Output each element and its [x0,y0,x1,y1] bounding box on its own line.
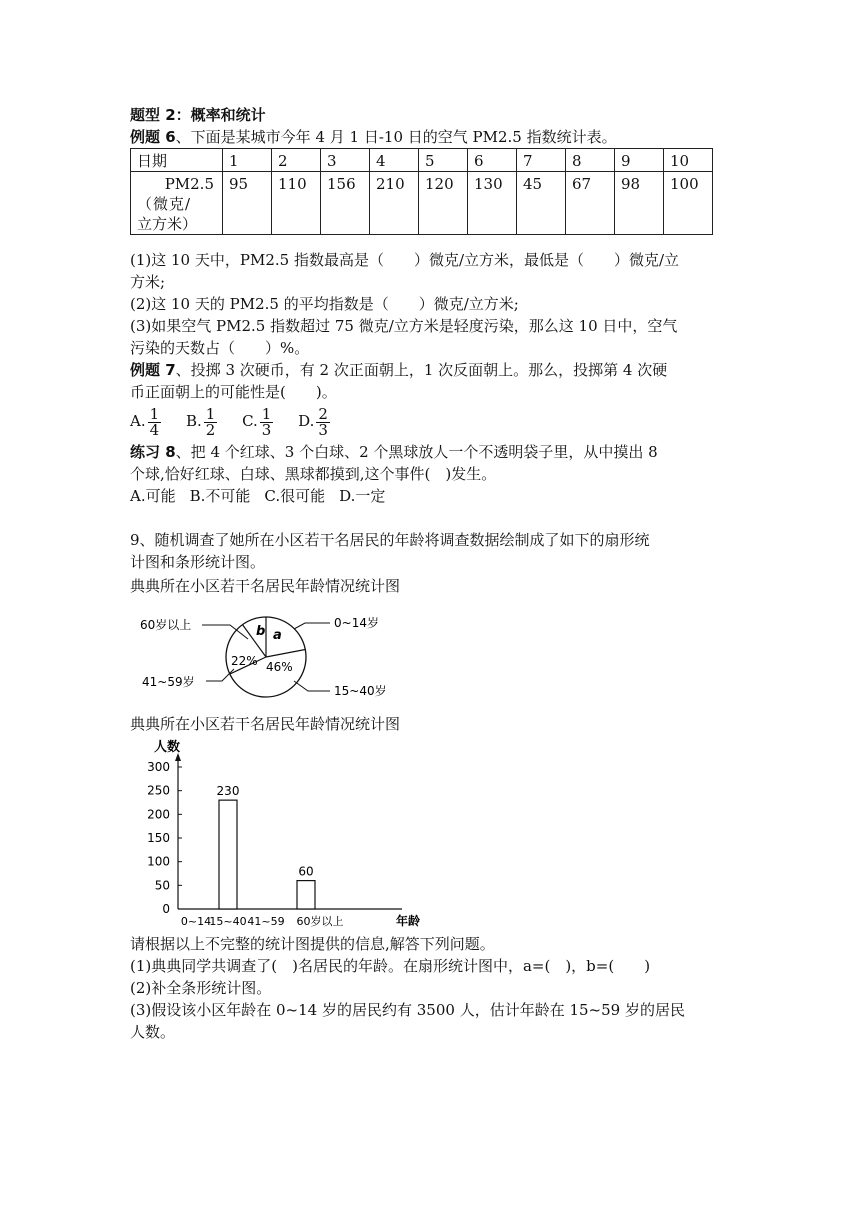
slice-label-46: 46% [266,660,293,674]
choice-c: C.很可能 [264,487,326,505]
exercise-8-text: 、把 4 个红球、3 个白球、2 个黑球放人一个不透明袋子里，从中摸出 8 [175,443,658,461]
slice-label-22: 22% [231,654,258,668]
exercise-8 [130,441,735,463]
pie-chart-title: 典典所在小区若干名居民年龄情况统计图 [130,577,401,595]
denominator: 3 [261,420,272,439]
value-cell: 45 [517,172,566,235]
fraction [316,404,330,439]
exercise-8-cont: 个球,恰好红球、白球、黑球都摸到,这个事件( )发生。 [130,465,497,483]
y-tick-label: 200 [147,807,170,822]
choice-c [242,404,279,439]
day-cell: 8 [566,149,615,172]
y-tick-label: 300 [147,760,170,774]
x-category-label: 60岁以上 [296,915,344,928]
numerator: 1 [261,404,272,423]
day-cell: 9 [615,149,664,172]
example-7-text: 、投掷 3 次硬币，有 2 次正面朝上，1 次反面朝上。那么，投掷第 4 次硬 [175,361,668,379]
pm25-header [131,172,223,235]
day-cell: 3 [321,149,370,172]
bar [297,881,315,909]
value-cell: 67 [566,172,615,235]
pm25-table [130,148,713,235]
value-cell: 110 [272,172,321,235]
bar-chart [130,735,430,929]
ex9-question-3: (3)假设该小区年龄在 0~14 岁的居民约有 3500 人，估计年龄在 15~59 岁的居民 [130,1001,685,1019]
ex6-question-1-cont: 方米; [130,273,166,291]
ex9-question-1: (1)典典同学共调查了( )名居民的年龄。在扇形统计图中，a=( )，b=( ) [130,957,651,975]
bar-axes [175,753,402,909]
ex6-question-1: (1)这 10 天中，PM2.5 指数最高是（ ）微克/立方米，最低是（ ）微克/立 [130,251,680,269]
date-header: 日期 [131,149,223,172]
ex6-question-3: (3)如果空气 PM2.5 指数超过 75 微克/立方米是轻度污染，那么这 10 日中，空气 [130,317,678,335]
example-6-text: 、下面是某城市今年 4 月 1 日-10 日的空气 PM2.5 指数统计表。 [175,128,617,146]
choice-a [130,404,167,439]
x-category-label: 15~40 [209,915,247,928]
day-cell: 7 [517,149,566,172]
example-7-cont: 币正面朝上的可能性是( )。 [130,383,337,401]
example-7-label: 例题 7 [130,361,176,379]
y-tick-label: 100 [147,854,170,869]
leader-line [294,681,330,691]
choice-b [185,404,223,439]
ex9-question-3-cont: 人数。 [130,1023,176,1041]
leader-line [202,625,248,639]
choice-letter: C. [242,412,258,430]
choice-letter: A. [130,412,146,430]
bar-ticks [147,760,182,916]
value-cell: 156 [321,172,370,235]
numerator: 1 [205,404,216,423]
day-cell: 10 [664,149,713,172]
section-title: 题型 2：概率和统计 [130,106,266,124]
ex9-instructions: 请根据以上不完整的统计图提供的信息,解答下列问题。 [130,935,495,953]
table-row [131,172,713,235]
day-cell: 4 [370,149,419,172]
denominator: 2 [205,420,216,439]
bar-value-label: 60 [298,864,314,879]
day-cell: 5 [419,149,468,172]
example-7-choices [130,401,735,441]
y-axis-label: 人数 [154,740,181,755]
choice-b: B.不可能 [189,487,251,505]
example-6-label: 例题 6 [130,128,176,146]
question-9: 9、随机调查了她所在小区若干名居民的年龄将调查数据绘制成了如下的扇形统 [130,531,650,549]
pm25-header-line: 立方米） [137,215,198,233]
x-axis-label: 年龄 [396,914,421,928]
slice-label-a: a [273,628,282,643]
ex6-question-3-cont: 污染的天数占（ ）%。 [130,339,310,357]
x-category-label: 41~59 [247,915,285,928]
choice-d: D.一定 [339,487,386,505]
value-cell: 120 [419,172,468,235]
choice-letter: B. [185,412,202,430]
ex9-question-2: (2)补全条形统计图。 [130,979,272,997]
value-cell: 210 [370,172,419,235]
example-7 [130,359,735,381]
y-tick-label: 50 [154,878,170,893]
exercise-8-choices [130,485,735,507]
worksheet [130,104,735,1043]
y-tick-label: 150 [147,831,170,845]
denominator: 3 [318,420,328,439]
pie-slice-divider [266,650,305,658]
x-category-label: 0~14 [180,915,212,928]
bar [219,800,237,909]
denominator: 4 [149,420,160,439]
slice-label-b: b [256,624,266,639]
ex6-question-2: (2)这 10 天的 PM2.5 的平均指数是（ ）微克/立方米; [130,295,519,313]
numerator: 1 [149,404,160,423]
value-cell: 98 [615,172,664,235]
fraction [260,404,274,439]
pm25-header-line: （微克/ [137,195,192,213]
day-cell: 6 [468,149,517,172]
choice-d [298,404,336,439]
exercise-8-label: 练习 8 [130,443,176,461]
leader-line [294,623,330,629]
choice-a: A.可能 [130,487,176,505]
y-tick-label: 250 [147,783,170,798]
value-cell: 100 [664,172,713,235]
bar-value-label: 230 [216,784,240,799]
question-9-cont: 计图和条形统计图。 [130,553,266,571]
pie-legend-15-40: 15~40岁 [334,684,387,698]
value-cell: 95 [223,172,272,235]
pie-chart [130,599,430,711]
bar-chart-title: 典典所在小区若干名居民年龄情况统计图 [130,715,401,733]
day-cell: 2 [272,149,321,172]
fraction [204,404,218,439]
value-cell: 130 [468,172,517,235]
pm25-header-line: PM2.5 [164,175,214,193]
pie-legend-41-59: 41~59岁 [142,675,195,689]
day-cell: 1 [223,149,272,172]
choice-letter: D. [298,412,315,430]
example-6 [130,126,735,148]
pie-legend-60plus: 60岁以上 [140,618,192,632]
numerator: 2 [318,404,328,423]
pie-legend-0-14: 0~14岁 [334,616,379,630]
bar-marks [217,784,315,909]
table-row [131,149,713,172]
bar-categories [181,914,344,928]
fraction [148,404,162,439]
y-tick-label: 0 [162,902,170,916]
